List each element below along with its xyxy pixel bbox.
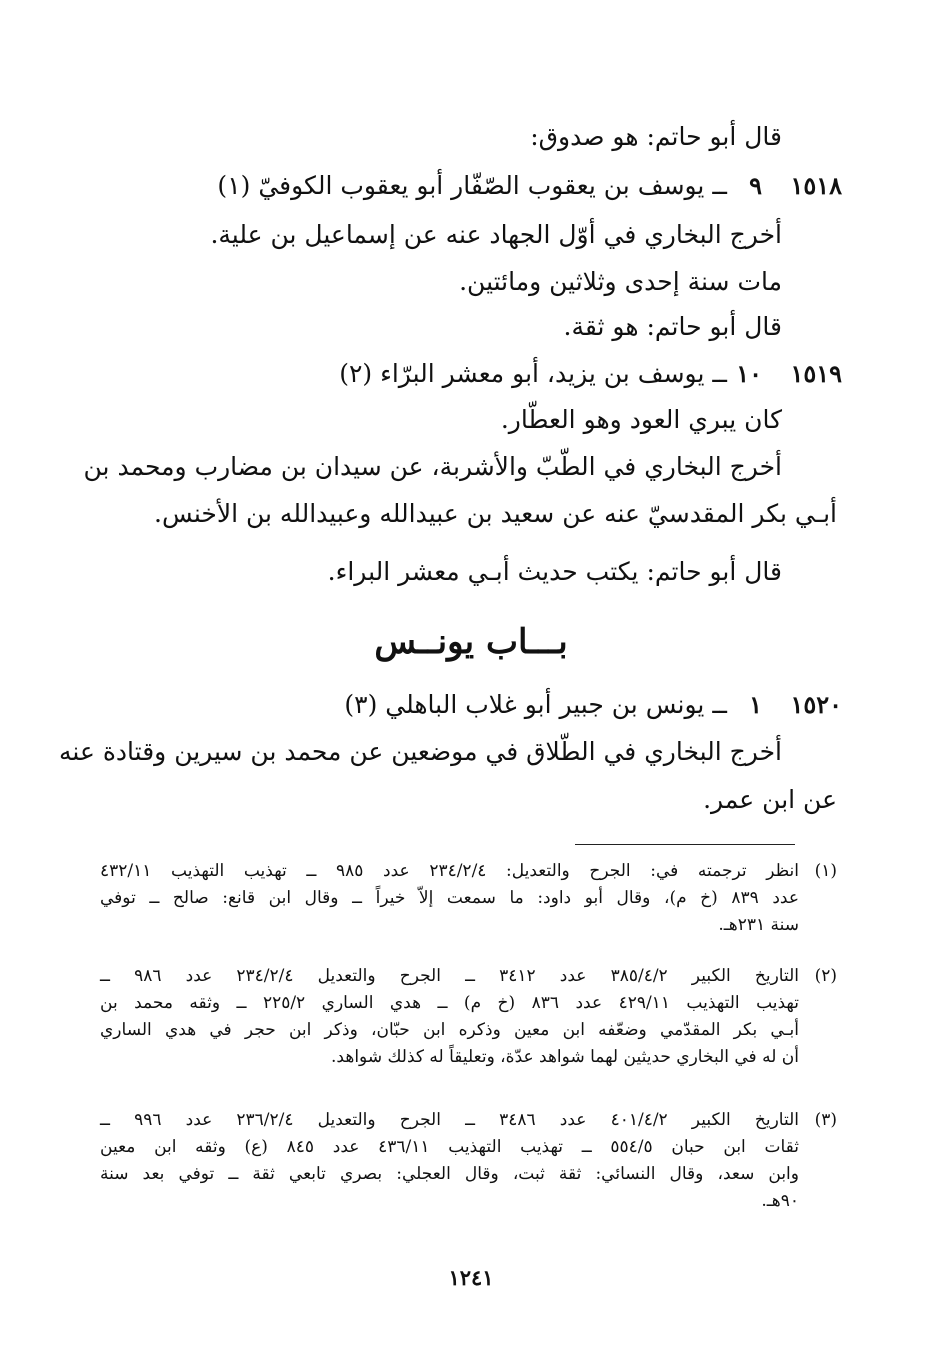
entry-sequence: ١ <box>749 690 762 719</box>
footnote-line: ٩٠هـ. <box>761 1191 799 1211</box>
footnote-line: ثقات ابن حبان ٥٥٤/٥ ــ تهذيب التهذيب ٤٣٦/١١ عدد ٨٤٥ (ع) وثقه ابن معين <box>100 1137 799 1157</box>
text-line: أخرج البخاري في الطّلاق في موضعين عن محمد بن سيرين وقتادة عنه <box>59 737 782 766</box>
section-heading: بـــاب يونــس <box>374 622 568 662</box>
entry-number: ١٥١٩ <box>790 359 842 388</box>
text-line: قال أبو حاتم: هو ثقة. <box>563 312 782 341</box>
footnote-line: سنة ٢٣١هـ. <box>718 915 799 935</box>
footnote-line: تهذيب التهذيب ٤٢٩/١١ عدد ٨٣٦ (خ م) ــ هدي الساري ٢٢٥/٢ ــ وثقه محمد بن <box>100 993 799 1013</box>
text-line: كان يبري العود وهو العطّار. <box>500 405 782 434</box>
footnote-number: (٢) <box>814 966 837 986</box>
footnote-number: (٣) <box>814 1110 837 1130</box>
footnote-line: انظر ترجمته في: الجرح والتعديل: ٢٣٤/٢/٤ عدد ٩٨٥ ــ تهذيب التهذيب ٤٣٢/١١ <box>100 861 799 881</box>
footnote-line: التاريخ الكبير ٤٠١/٤/٢ عدد ٣٤٨٦ ــ الجرح والتعديل ٢٣٦/٢/٤ عدد ٩٩٦ ــ <box>100 1110 799 1130</box>
footnote-separator <box>575 844 795 845</box>
footnote-line: عدد ٨٣٩ (خ م)، وقال أبو داود: ما سمعت إلاّ خيراً ــ وقال ابن قانع: صالح ــ توفي <box>100 888 799 908</box>
entry-sequence: ١٠ <box>736 359 762 388</box>
text-line: قال أبو حاتم: يكتب حديث أبـي معشر البراء. <box>327 557 782 586</box>
entry-1518 <box>100 168 842 204</box>
text-line: مات سنة إحدى وثلاثين ومائتين. <box>459 267 782 296</box>
entry-number: ١٥٢٠ <box>790 690 842 719</box>
text-line: أخرج البخاري في الطّبّ والأشربة، عن سيدان بن مضارب ومحمد بن <box>83 452 782 481</box>
entry-title: ــ يونس بن جبير أبو غلاب الباهلي (٣) <box>344 690 727 719</box>
text-line: قال أبو حاتم: هو صدوق: <box>530 122 782 151</box>
footnote-3 <box>100 1107 837 1215</box>
entry-title: ــ يوسف بن يزيد، أبو معشر البرّاء (٢) <box>339 359 727 388</box>
entry-1520 <box>100 687 842 723</box>
page-number: ١٢٤١ <box>448 1265 494 1290</box>
footnote-line: وابن سعد، وقال النسائي: ثقة ثبت، وقال العجلي: بصري تابعي ثقة ــ توفي بعد سنة <box>100 1164 799 1184</box>
footnote-line: التاريخ الكبير ٣٨٥/٤/٢ عدد ٣٤١٢ ــ الجرح والتعديل ٢٣٤/٢/٤ عدد ٩٨٦ ــ <box>100 966 799 986</box>
text-line: عن ابن عمر. <box>703 785 837 814</box>
footnote-line: أن له في البخاري حديثين لهما شواهد عدّة، وتعليقاً له كذلك شواهد. <box>331 1047 799 1067</box>
text-line: أخرج البخاري في أوّل الجهاد عنه عن إسماعيل بن علية. <box>210 220 782 249</box>
footnote-1 <box>100 858 837 939</box>
text-line: أبـي بكر المقدسيّ عنه عن سعيد بن عبيدالله وعبيدالله بن الأخنس. <box>154 499 837 528</box>
footnote-number: (١) <box>814 861 837 881</box>
footnote-line: أبـي بكر المقدّمي وضعّفه ابن معين وذكره ابن حبّان، وذكر ابن حجر في هدي الساري <box>100 1020 799 1040</box>
entry-title: ــ يوسف بن يعقوب الصّفّار أبو يعقوب الكوفيّ (١) <box>217 171 727 200</box>
footnote-2 <box>100 963 837 1071</box>
entry-1519 <box>100 356 842 392</box>
entry-number: ١٥١٨ <box>790 171 842 200</box>
entry-sequence: ٩ <box>749 171 762 200</box>
